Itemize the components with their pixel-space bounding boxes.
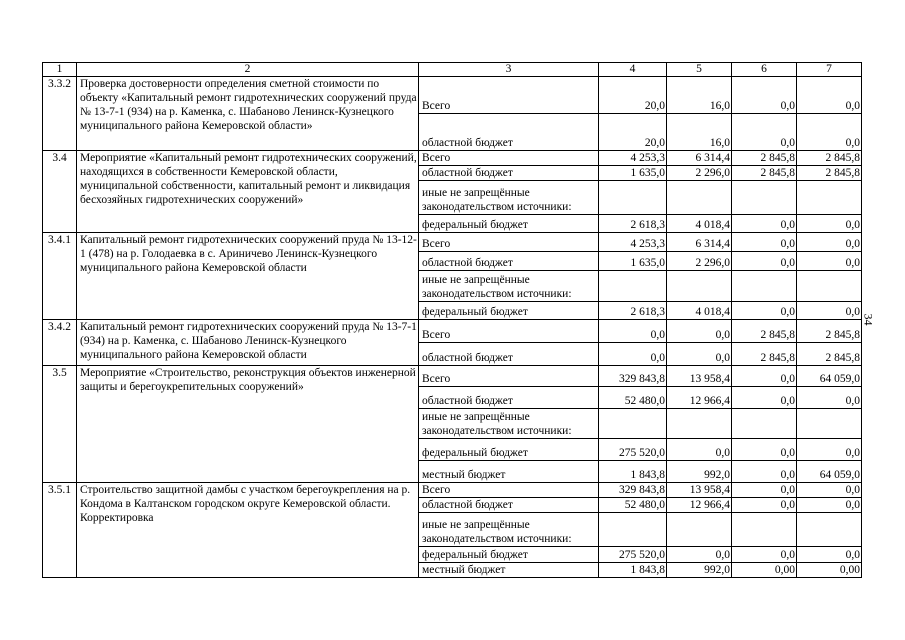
- amount-cell: 1 843,8: [599, 461, 667, 483]
- amount-cell: 16,0: [667, 114, 732, 151]
- amount-cell: 12 966,4: [667, 498, 732, 513]
- amount-cell: 329 843,8: [599, 366, 667, 387]
- item-description: Мероприятие «Строительство, реконструкция объектов инженерной защиты и берегоукрепительных сооружений»: [77, 366, 419, 483]
- item-code: 3.4.2: [43, 320, 77, 366]
- amount-cell: 0,0: [732, 387, 797, 409]
- amount-cell: [667, 181, 732, 215]
- amount-cell: 1 635,0: [599, 252, 667, 271]
- amount-cell: 0,0: [797, 252, 862, 271]
- amount-cell: 20,0: [599, 114, 667, 151]
- amount-cell: 992,0: [667, 461, 732, 483]
- amount-cell: 0,0: [732, 114, 797, 151]
- amount-cell: 1 635,0: [599, 166, 667, 181]
- item-code: 3.4.1: [43, 233, 77, 320]
- funding-source: областной бюджет: [419, 343, 599, 366]
- amount-cell: 4 253,3: [599, 233, 667, 252]
- funding-source: Всего: [419, 151, 599, 166]
- budget-table: [42, 62, 862, 578]
- table-row: [43, 233, 862, 252]
- amount-cell: 52 480,0: [599, 387, 667, 409]
- amount-cell: 0,0: [667, 343, 732, 366]
- amount-cell: [797, 409, 862, 439]
- funding-source: иные не запрещённые законодательством источники:: [419, 513, 599, 547]
- amount-cell: 0,0: [732, 302, 797, 320]
- amount-cell: 4 253,3: [599, 151, 667, 166]
- funding-source: Всего: [419, 77, 599, 114]
- amount-cell: 275 520,0: [599, 439, 667, 461]
- amount-cell: [667, 409, 732, 439]
- amount-cell: [732, 513, 797, 547]
- amount-cell: 20,0: [599, 77, 667, 114]
- amount-cell: 0,0: [797, 114, 862, 151]
- amount-cell: 64 059,0: [797, 366, 862, 387]
- amount-cell: 275 520,0: [599, 547, 667, 563]
- amount-cell: 6 314,4: [667, 151, 732, 166]
- amount-cell: 64 059,0: [797, 461, 862, 483]
- amount-cell: 2 845,8: [797, 343, 862, 366]
- column-number: 5: [667, 63, 732, 77]
- amount-cell: 0,0: [599, 320, 667, 343]
- amount-cell: 0,0: [732, 461, 797, 483]
- amount-cell: 0,0: [797, 215, 862, 233]
- amount-cell: 2 845,8: [732, 320, 797, 343]
- amount-cell: [599, 409, 667, 439]
- funding-source: местный бюджет: [419, 563, 599, 578]
- amount-cell: [599, 271, 667, 302]
- funding-source: Всего: [419, 233, 599, 252]
- column-number: 1: [43, 63, 77, 77]
- amount-cell: 0,0: [797, 483, 862, 498]
- amount-cell: 2 845,8: [732, 151, 797, 166]
- funding-source: местный бюджет: [419, 461, 599, 483]
- amount-cell: 0,0: [667, 439, 732, 461]
- amount-cell: 0,0: [797, 498, 862, 513]
- amount-cell: 0,0: [667, 547, 732, 563]
- amount-cell: [797, 271, 862, 302]
- amount-cell: 0,0: [732, 77, 797, 114]
- table-row: [43, 483, 862, 498]
- amount-cell: 329 843,8: [599, 483, 667, 498]
- funding-source: федеральный бюджет: [419, 547, 599, 563]
- column-number-row: [43, 63, 862, 77]
- table-row: [43, 320, 862, 343]
- item-description: Проверка достоверности определения сметной стоимости по объекту «Капитальный ремонт гидротехнических сооружений пруда № 13-7-1 (934) на р. Каменка, с. Шабаново Ленинск-Кузнецкого муниципального района Кемеровской области»: [77, 77, 419, 151]
- amount-cell: 2 845,8: [797, 151, 862, 166]
- amount-cell: 0,00: [797, 563, 862, 578]
- amount-cell: [732, 409, 797, 439]
- amount-cell: 16,0: [667, 77, 732, 114]
- amount-cell: 0,0: [797, 387, 862, 409]
- amount-cell: 0,0: [797, 233, 862, 252]
- amount-cell: 2 618,3: [599, 215, 667, 233]
- amount-cell: 4 018,4: [667, 215, 732, 233]
- amount-cell: 2 618,3: [599, 302, 667, 320]
- item-code: 3.4: [43, 151, 77, 233]
- amount-cell: 0,0: [732, 366, 797, 387]
- amount-cell: 0,0: [732, 233, 797, 252]
- amount-cell: [599, 513, 667, 547]
- column-number: 3: [419, 63, 599, 77]
- column-number: 2: [77, 63, 419, 77]
- amount-cell: 2 845,8: [797, 320, 862, 343]
- column-number: 6: [732, 63, 797, 77]
- page-number: 34: [861, 313, 876, 326]
- amount-cell: 12 966,4: [667, 387, 732, 409]
- amount-cell: [797, 513, 862, 547]
- funding-source: иные не запрещённые законодательством источники:: [419, 271, 599, 302]
- amount-cell: 4 018,4: [667, 302, 732, 320]
- amount-cell: 0,00: [732, 563, 797, 578]
- amount-cell: 13 958,4: [667, 483, 732, 498]
- amount-cell: 0,0: [797, 77, 862, 114]
- table-row: [43, 77, 862, 114]
- item-code: 3.5: [43, 366, 77, 483]
- amount-cell: 0,0: [732, 498, 797, 513]
- amount-cell: 0,0: [599, 343, 667, 366]
- amount-cell: 6 314,4: [667, 233, 732, 252]
- amount-cell: 0,0: [797, 439, 862, 461]
- amount-cell: 0,0: [732, 483, 797, 498]
- amount-cell: 2 845,8: [732, 166, 797, 181]
- funding-source: Всего: [419, 366, 599, 387]
- funding-source: областной бюджет: [419, 387, 599, 409]
- amount-cell: 2 296,0: [667, 252, 732, 271]
- funding-source: иные не запрещённые законодательством источники:: [419, 181, 599, 215]
- column-number: 4: [599, 63, 667, 77]
- funding-source: Всего: [419, 483, 599, 498]
- column-number: 7: [797, 63, 862, 77]
- item-description: Капитальный ремонт гидротехнических сооружений пруда № 13-7-1 (934) на р. Каменка, с. Шабаново Ленинск-Кузнецкого муниципального района Кемеровской области: [77, 320, 419, 366]
- amount-cell: 0,0: [732, 252, 797, 271]
- funding-source: федеральный бюджет: [419, 215, 599, 233]
- amount-cell: 0,0: [797, 547, 862, 563]
- funding-source: федеральный бюджет: [419, 302, 599, 320]
- amount-cell: 2 296,0: [667, 166, 732, 181]
- item-code: 3.3.2: [43, 77, 77, 151]
- amount-cell: 0,0: [667, 320, 732, 343]
- funding-source: областной бюджет: [419, 114, 599, 151]
- amount-cell: [732, 181, 797, 215]
- amount-cell: 52 480,0: [599, 498, 667, 513]
- item-description: Мероприятие «Капитальный ремонт гидротехнических сооружений, находящихся в собственности Кемеровской области, муниципальной собственности, капитальный ремонт и ликвидация бесхозяйных гидротехнических сооружений»: [77, 151, 419, 233]
- funding-source: областной бюджет: [419, 166, 599, 181]
- amount-cell: [667, 513, 732, 547]
- funding-source: областной бюджет: [419, 498, 599, 513]
- amount-cell: 0,0: [732, 439, 797, 461]
- funding-source: иные не запрещённые законодательством источники:: [419, 409, 599, 439]
- item-code: 3.5.1: [43, 483, 77, 578]
- table-row: [43, 151, 862, 166]
- amount-cell: 992,0: [667, 563, 732, 578]
- amount-cell: 2 845,8: [732, 343, 797, 366]
- amount-cell: 1 843,8: [599, 563, 667, 578]
- table-row: [43, 366, 862, 387]
- funding-source: областной бюджет: [419, 252, 599, 271]
- amount-cell: 13 958,4: [667, 366, 732, 387]
- funding-source: федеральный бюджет: [419, 439, 599, 461]
- amount-cell: [599, 181, 667, 215]
- amount-cell: [732, 271, 797, 302]
- item-description: Строительство защитной дамбы с участком берегоукрепления на р. Кондома в Калтанском городском округе Кемеровской области. Корректировка: [77, 483, 419, 578]
- amount-cell: 0,0: [797, 302, 862, 320]
- amount-cell: [797, 181, 862, 215]
- amount-cell: 0,0: [732, 215, 797, 233]
- item-description: Капитальный ремонт гидротехнических сооружений пруда № 13-12-1 (478) на р. Голодаевка в с. Ариничево Ленинск-Кузнецкого муниципального района Кемеровской области: [77, 233, 419, 320]
- amount-cell: [667, 271, 732, 302]
- amount-cell: 0,0: [732, 547, 797, 563]
- amount-cell: 2 845,8: [797, 166, 862, 181]
- funding-source: Всего: [419, 320, 599, 343]
